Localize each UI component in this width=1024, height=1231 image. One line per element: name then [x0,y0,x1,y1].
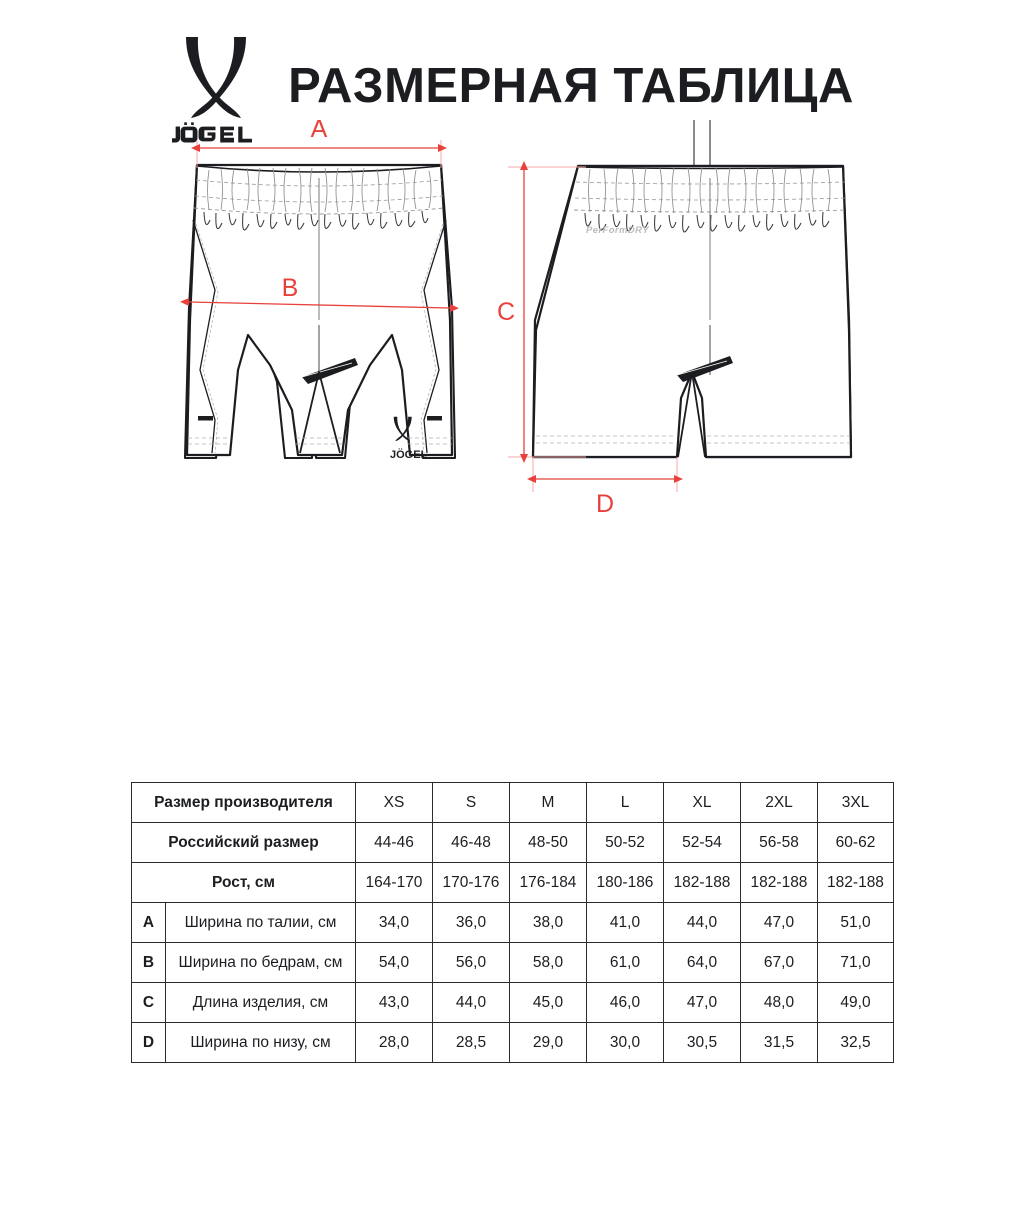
cell-size-s: S [433,783,510,823]
row-label-russian-size: Российский размер [132,823,356,863]
size-table-container [131,782,893,1063]
table-row-a-waist-width [132,903,894,943]
table-row-russian-size [132,823,894,863]
cell-d-2xl: 31,5 [741,1023,818,1063]
cell-c-m: 45,0 [510,983,587,1023]
measurement-a [197,120,441,168]
table-row-c-length [132,983,894,1023]
cell-a-s: 36,0 [433,903,510,943]
row-letter-d: D [132,1023,166,1063]
measurement-c-label: C [496,298,516,326]
cell-ru-s: 46-48 [433,823,510,863]
table-row-d-bottom-width [132,1023,894,1063]
measurement-d-label: D [595,490,615,518]
cell-size-xl: XL [664,783,741,823]
cell-ru-xl: 52-54 [664,823,741,863]
cell-a-m: 38,0 [510,903,587,943]
cell-a-xl: 44,0 [664,903,741,943]
cell-ru-m: 48-50 [510,823,587,863]
cell-c-xl: 47,0 [664,983,741,1023]
cell-height-l: 180-186 [587,863,664,903]
row-letter-c: C [132,983,166,1023]
shorts-front-view [185,120,455,461]
cell-c-s: 44,0 [433,983,510,1023]
performdry-label: PerFormDRY [586,225,649,236]
cell-height-m: 176-184 [510,863,587,903]
bartack-right [427,416,442,421]
cell-ru-2xl: 56-58 [741,823,818,863]
row-desc-c: Длина изделия, см [166,983,356,1023]
drawstring-cords [690,120,715,168]
shorts-technical-drawing [0,120,1024,620]
measurement-a-label: A [310,120,328,143]
cell-c-3xl: 49,0 [818,983,894,1023]
row-desc-b: Ширина по бедрам, см [166,943,356,983]
cell-a-2xl: 47,0 [741,903,818,943]
cell-height-xs: 164-170 [356,863,433,903]
cell-a-3xl: 51,0 [818,903,894,943]
row-letter-b: B [132,943,166,983]
jogel-wishbone-mark [177,31,255,119]
cell-size-m: M [510,783,587,823]
cell-size-2xl: 2XL [741,783,818,823]
page-header [0,0,1024,120]
cell-d-l: 30,0 [587,1023,664,1063]
cell-b-l: 61,0 [587,943,664,983]
cell-height-2xl: 182-188 [741,863,818,903]
cell-size-l: L [587,783,664,823]
cell-b-xs: 54,0 [356,943,433,983]
cell-ru-3xl: 60-62 [818,823,894,863]
cell-a-l: 41,0 [587,903,664,943]
cell-b-xl: 64,0 [664,943,741,983]
table-row-b-hip-width [132,943,894,983]
page-title: РАЗМЕРНАЯ ТАБЛИЦА [288,58,854,113]
cell-b-s: 56,0 [433,943,510,983]
cell-height-xl: 182-188 [664,863,741,903]
cell-d-m: 29,0 [510,1023,587,1063]
cell-size-3xl: 3XL [818,783,894,823]
measurement-b-label: B [281,274,299,302]
row-letter-a: A [132,903,166,943]
cell-ru-l: 50-52 [587,823,664,863]
row-desc-a: Ширина по талии, см [166,903,356,943]
table-row-manufacturer-size [132,783,894,823]
cell-height-s: 170-176 [433,863,510,903]
cell-b-3xl: 71,0 [818,943,894,983]
shorts-back-view [497,120,851,518]
shorts-illustration [0,120,1024,620]
cell-c-2xl: 48,0 [741,983,818,1023]
row-label-height: Рост, см [132,863,356,903]
cell-size-xs: XS [356,783,433,823]
bartack-left [198,416,213,421]
cell-b-2xl: 67,0 [741,943,818,983]
leg-logo-wordmark: JÖGEL [390,449,428,461]
cell-c-l: 46,0 [587,983,664,1023]
cell-d-xl: 30,5 [664,1023,741,1063]
cell-height-3xl: 182-188 [818,863,894,903]
cell-b-m: 58,0 [510,943,587,983]
table-row-height [132,863,894,903]
row-label-manufacturer-size: Размер производителя [132,783,356,823]
size-table [131,782,894,1063]
cell-d-xs: 28,0 [356,1023,433,1063]
cell-c-xs: 43,0 [356,983,433,1023]
cell-a-xs: 34,0 [356,903,433,943]
cell-ru-xs: 44-46 [356,823,433,863]
cell-d-s: 28,5 [433,1023,510,1063]
measurement-d [533,457,677,518]
row-desc-d: Ширина по низу, см [166,1023,356,1063]
cell-d-3xl: 32,5 [818,1023,894,1063]
